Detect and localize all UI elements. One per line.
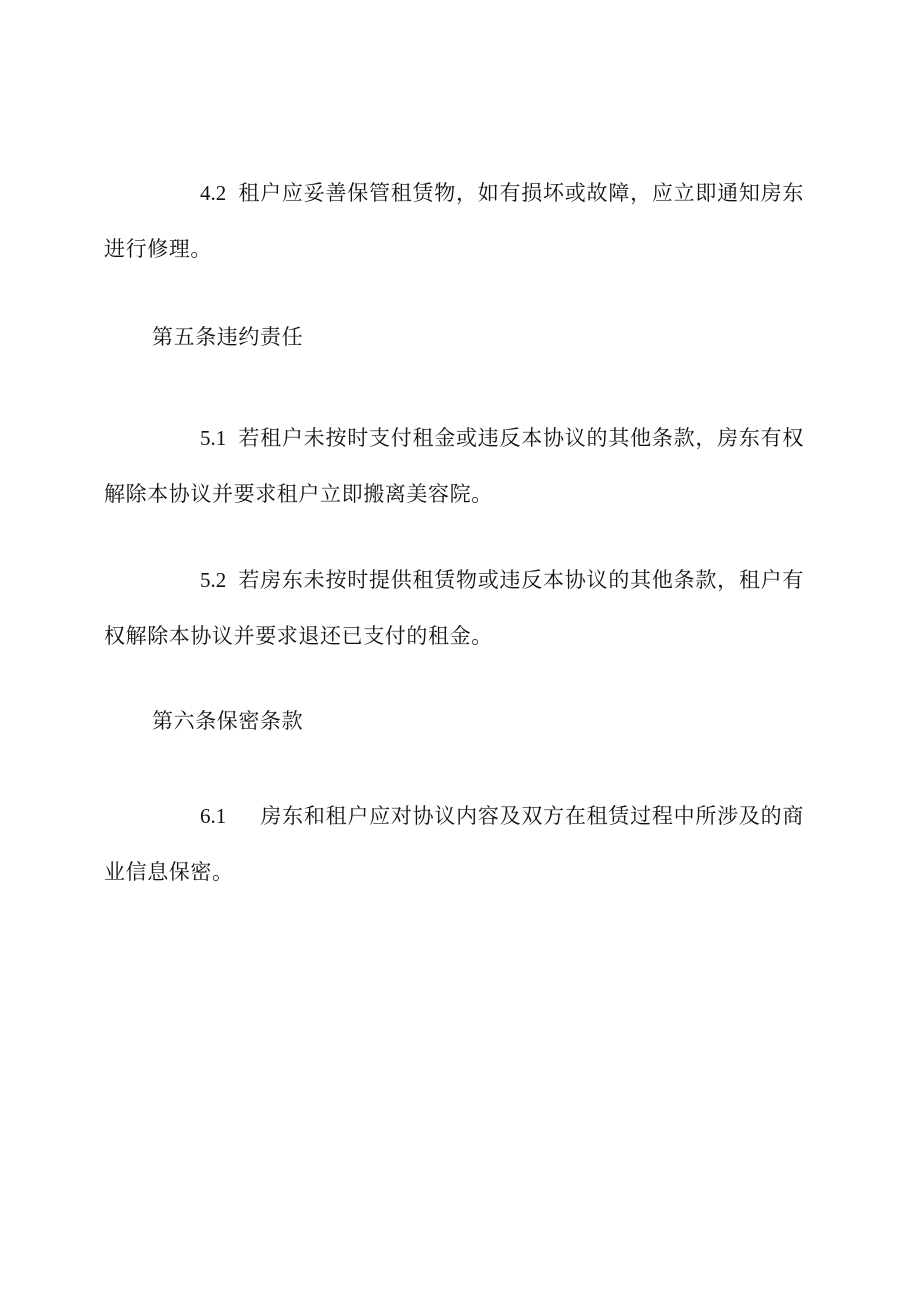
clause-text: 若房东未按时提供租赁物或违反本协议的其他条款，租户有权解除本协议并要求退还已支付的租金。	[104, 568, 804, 648]
clause-number: 5.1	[200, 426, 227, 450]
clause-number: 5.2	[200, 568, 227, 592]
clause-number: 4.2	[200, 181, 227, 205]
clause-text: 房东和租户应对协议内容及双方在租赁过程中所涉及的商业信息保密。	[104, 804, 804, 884]
clause-text: 租户应妥善保管租赁物，如有损坏或故障，应立即通知房东进行修理。	[104, 181, 804, 261]
clause-4-2	[104, 165, 804, 277]
article-6-heading: 第六条保密条款	[152, 709, 304, 733]
clause-5-1	[104, 410, 804, 522]
clause-5-2	[104, 552, 804, 664]
article-5-heading: 第五条违约责任	[152, 325, 304, 349]
clause-text: 若租户未按时支付租金或违反本协议的其他条款，房东有权解除本协议并要求租户立即搬离美容院。	[104, 426, 804, 506]
clause-6-1	[104, 788, 804, 900]
clause-number: 6.1	[200, 804, 227, 828]
